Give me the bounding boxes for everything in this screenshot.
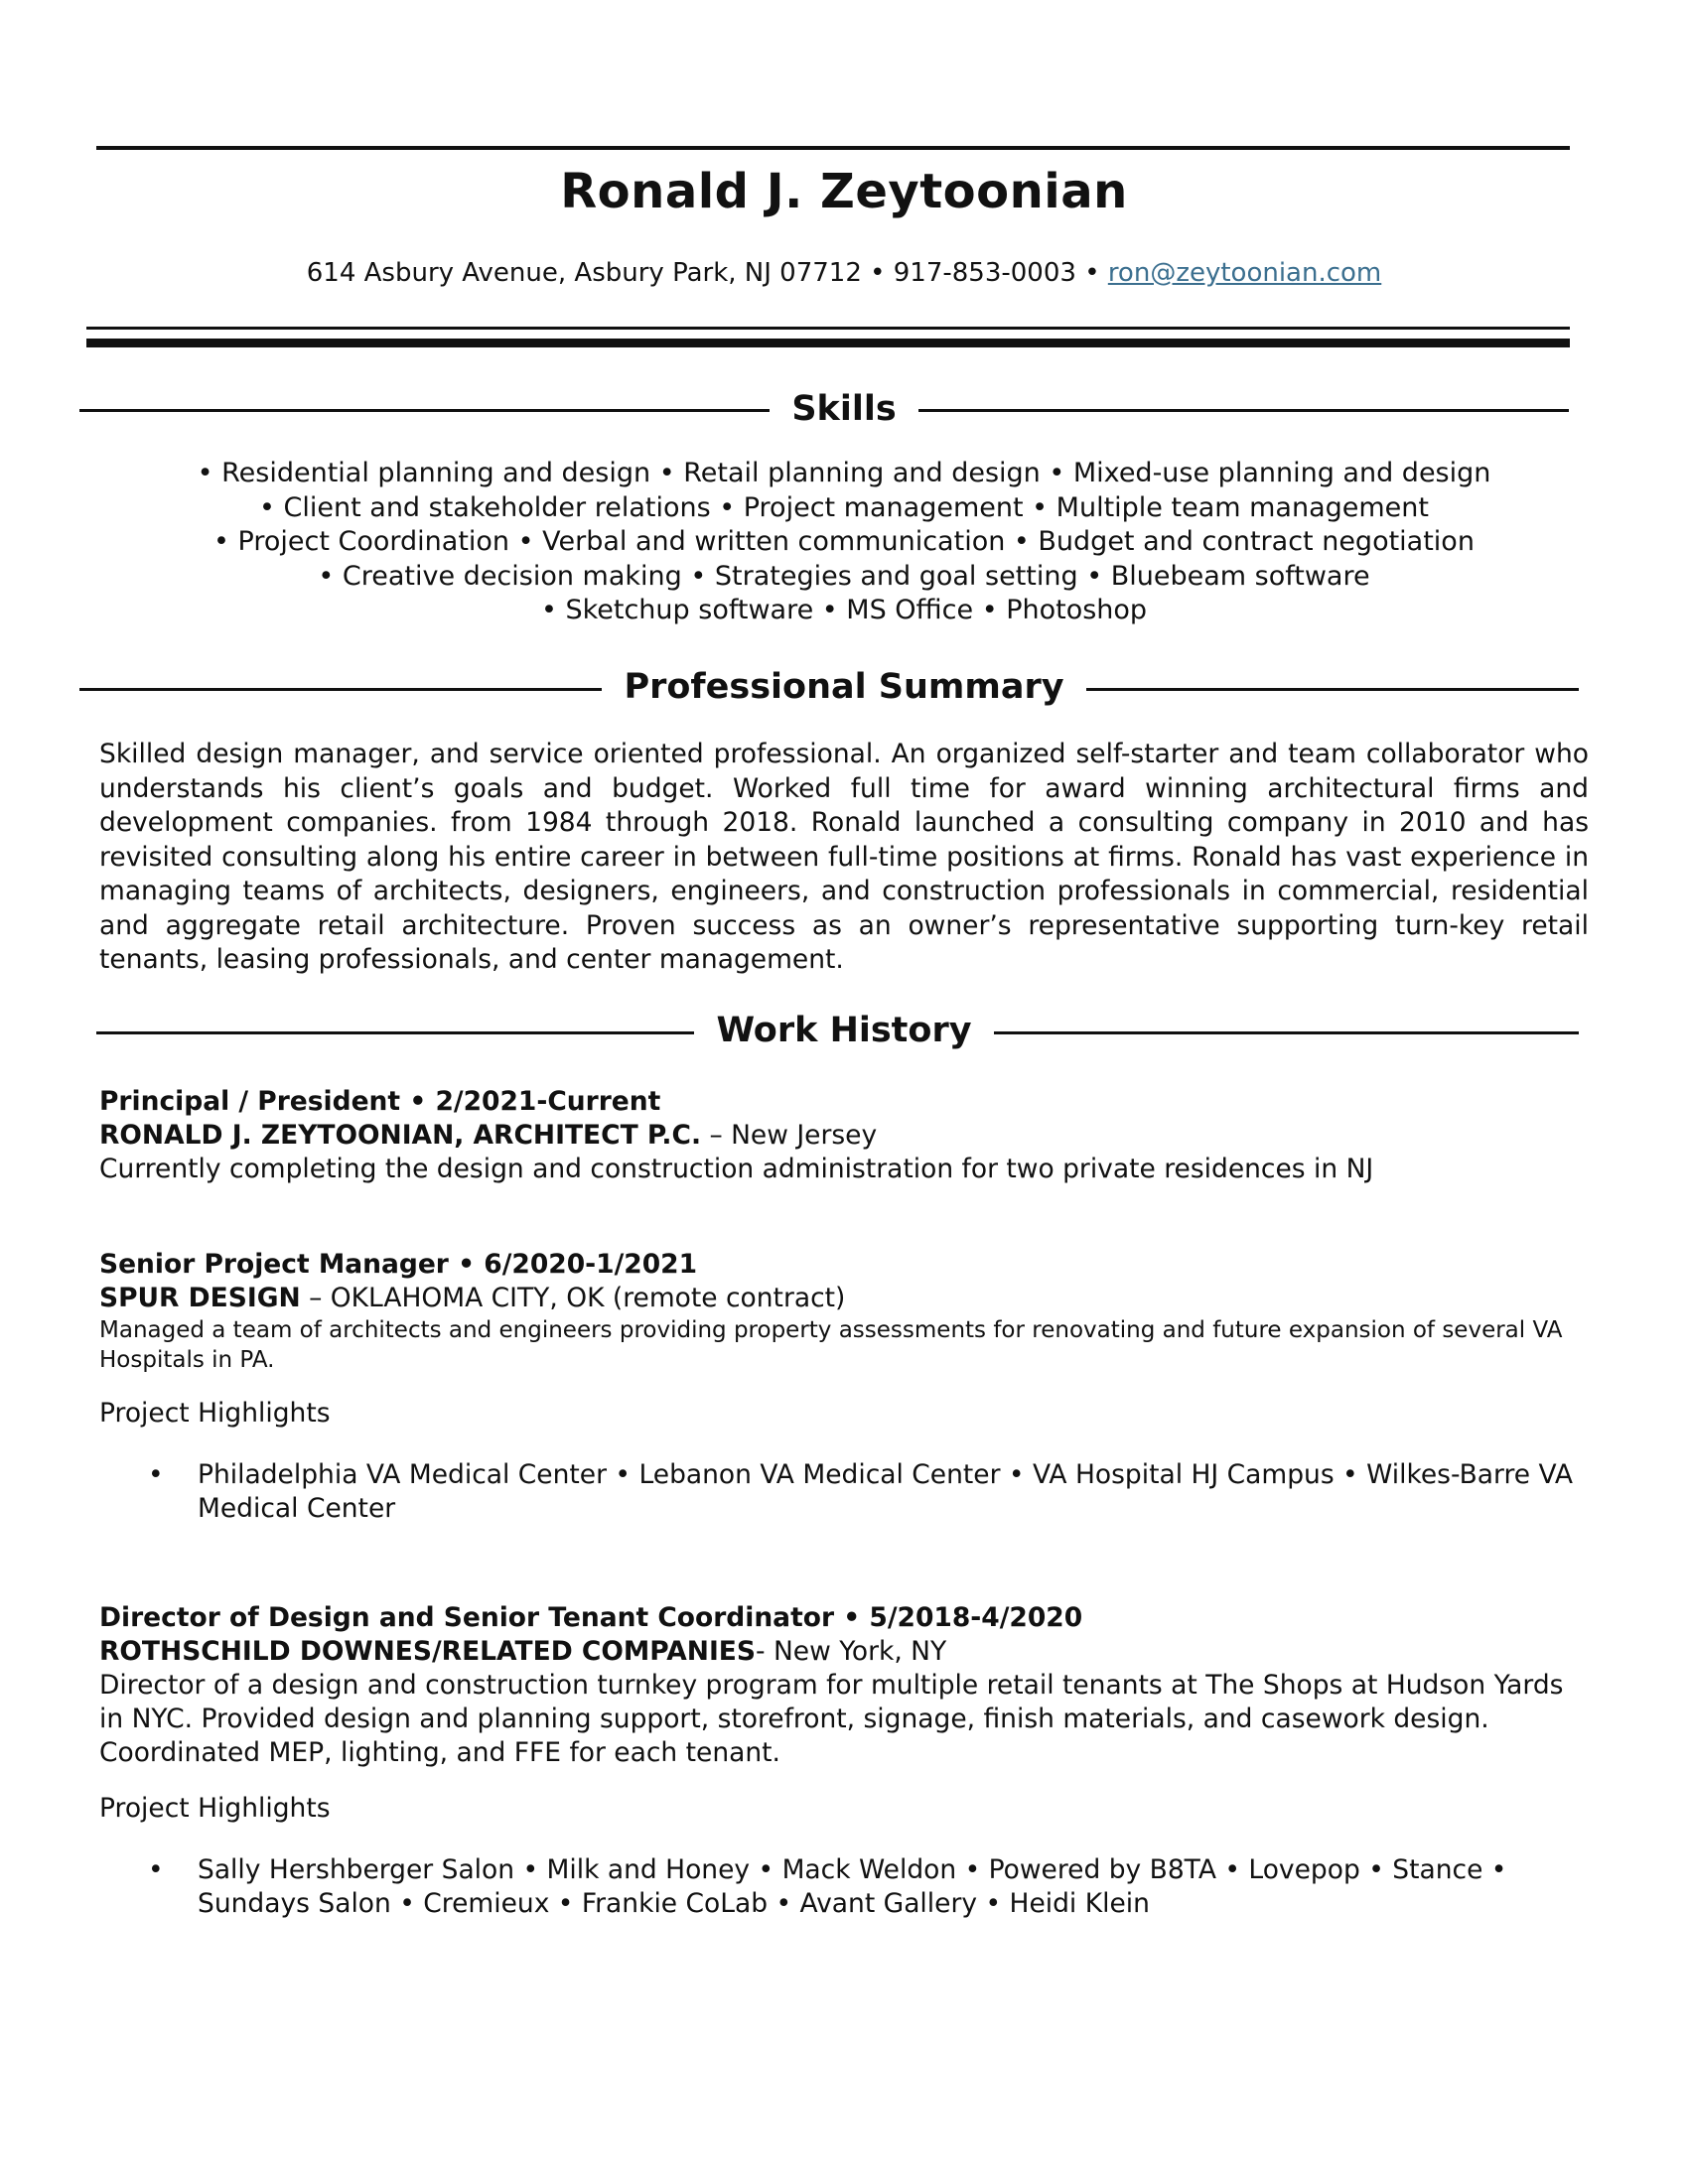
job-title: Senior Project Manager • 6/2020-1/2021	[99, 1249, 698, 1280]
highlights-text: Philadelphia VA Medical Center • Lebanon VA Medical Center • VA Hospital HJ Campus • Wilkes-Barre VA Medical Center	[198, 1459, 1574, 1524]
summary-text: Skilled design manager, and service oriented professional. An organized self-starter and team collaborator who understands his client’s goals and budget. Worked full time for award winning architectural firms and development companies. from 1984 through 2018. Ronald launched a consulting company in 2010 and has revisited consulting along his entire career in between full-time positions at firms. Ronald has vast experience in managing teams of architects, designers, engineers, and construction professionals in commercial, residential and aggregate retail architecture. Proven success as an owner’s representative supporting turn-key retail tenants, leasing professionals, and center management.	[99, 739, 1589, 975]
candidate-name: Ronald J. Zeytoonian	[560, 164, 1128, 219]
bullet-icon: •	[148, 1459, 164, 1490]
skills-list	[0, 457, 1688, 628]
highlights-label: Project Highlights	[99, 1793, 331, 1824]
job-entry	[99, 1248, 1589, 1526]
skills-line: • Project Coordination • Verbal and written communication • Budget and contract negotiation	[213, 526, 1475, 557]
skills-line: • Sketchup software • MS Office • Photoshop	[540, 595, 1148, 625]
summary-heading	[0, 667, 1688, 707]
job-entry	[99, 1601, 1589, 1921]
work-heading	[0, 1011, 1688, 1050]
job-employer	[99, 1282, 1589, 1315]
summary-heading-text: Professional Summary	[602, 667, 1085, 707]
job-title: Director of Design and Senior Tenant Coordinator • 5/2018-4/2020	[99, 1602, 1083, 1633]
skills-line: • Client and stakeholder relations • Project management • Multiple team management	[259, 491, 1429, 523]
job-entry	[99, 1085, 1589, 1186]
company-name: RONALD J. ZEYTOONIAN, ARCHITECT P.C.	[99, 1120, 702, 1151]
skills-line: • Residential planning and design • Retail planning and design • Mixed-use planning and design	[197, 458, 1491, 488]
skills-heading	[0, 389, 1688, 429]
company-name: ROTHSCHILD DOWNES/RELATED COMPANIES	[99, 1636, 756, 1667]
job-description: Managed a team of architects and engineers providing property assessments for renovating and future expansion of several VA Hospitals in PA.	[99, 1317, 1563, 1373]
header-thick-rule	[86, 339, 1570, 347]
job-description: Director of a design and construction turnkey program for multiple retail tenants at The Shops at Hudson Yards in NYC. Provided design and planning support, storefront, signage, finish materials, and casework design. Coordinated MEP, lighting, and FFE for each tenant.	[99, 1670, 1564, 1768]
professional-summary	[99, 738, 1589, 978]
company-location: – OKLAHOMA CITY, OK (remote contract)	[300, 1283, 846, 1313]
separator: •	[870, 258, 886, 288]
company-location: - New York, NY	[756, 1636, 947, 1667]
header-top-rule	[96, 146, 1570, 150]
email-link[interactable]: ron@zeytoonian.com	[1107, 258, 1382, 288]
highlights-label: Project Highlights	[99, 1398, 331, 1429]
separator: •	[1084, 258, 1100, 288]
work-heading-text: Work History	[694, 1011, 993, 1050]
address: 614 Asbury Avenue, Asbury Park, NJ 07712	[306, 258, 862, 288]
job-title: Principal / President • 2/2021-Current	[99, 1086, 661, 1117]
highlights-text: Sally Hershberger Salon • Milk and Honey • Mack Weldon • Powered by B8TA • Lovepop • Stance • Sundays Salon • Cremieux • Frankie CoLab • Avant Gallery • Heidi Klein	[198, 1854, 1507, 1919]
header-thin-rule	[86, 327, 1570, 330]
bullet-icon: •	[148, 1854, 164, 1885]
contact-line	[0, 258, 1688, 288]
job-employer	[99, 1635, 1589, 1669]
highlights-item	[99, 1853, 1589, 1921]
skills-heading-text: Skills	[770, 389, 917, 429]
company-name: SPUR DESIGN	[99, 1283, 301, 1313]
skills-line: • Creative decision making • Strategies and goal setting • Bluebeam software	[318, 560, 1370, 592]
highlights-item	[99, 1458, 1589, 1526]
job-description: Currently completing the design and construction administration for two private residences in NJ	[99, 1154, 1374, 1184]
job-employer	[99, 1119, 1589, 1153]
phone: 917-853-0003	[893, 258, 1076, 288]
company-location: – New Jersey	[701, 1120, 878, 1151]
